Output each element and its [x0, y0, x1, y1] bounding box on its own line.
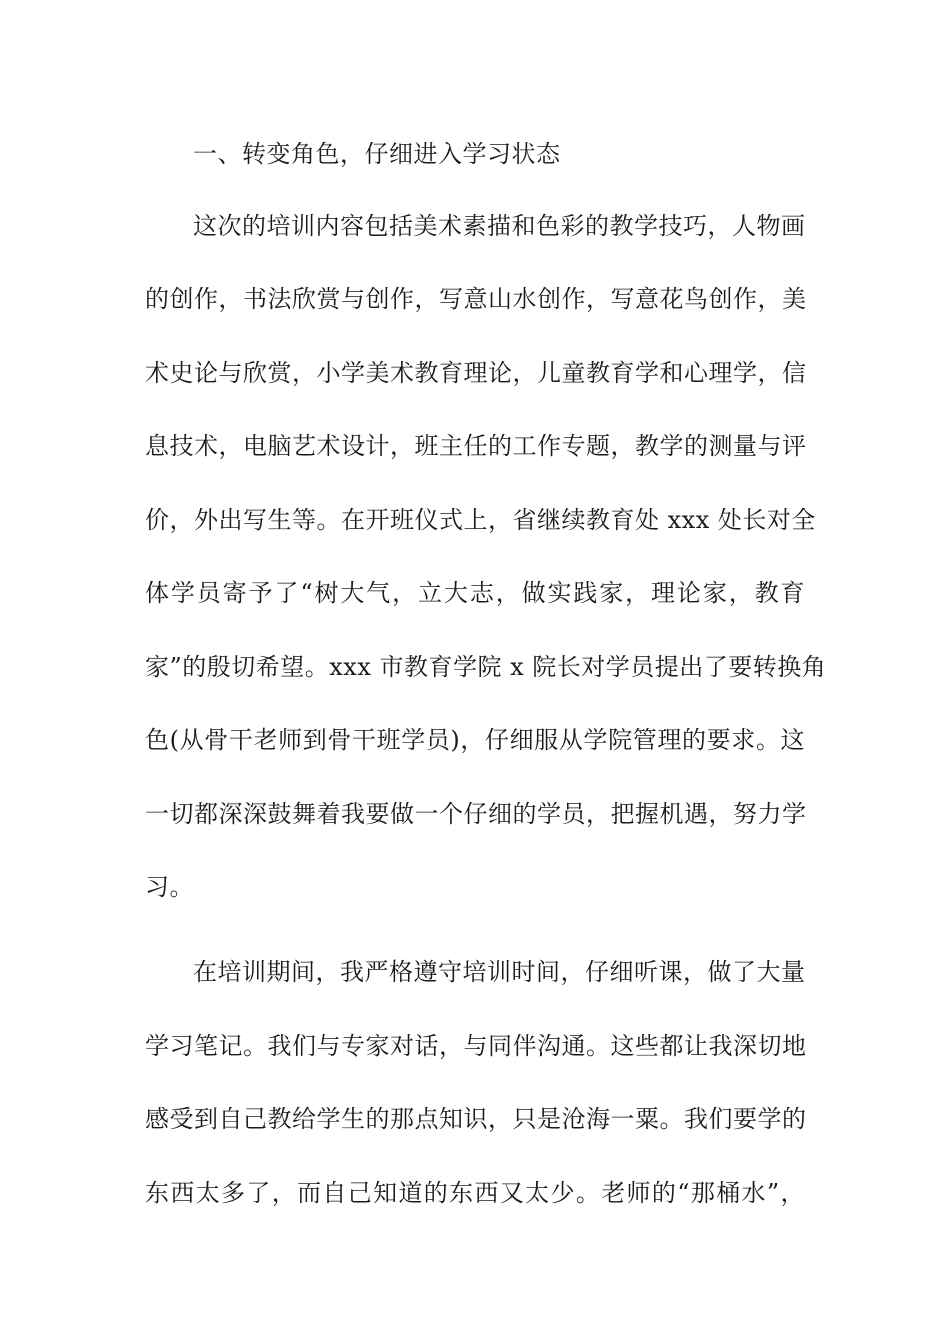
paragraph-1-line-7: 家”的殷切希望。xxx 市教育学院 x 院长对学员提出了要转换角	[145, 653, 827, 681]
paragraph-2-line-1: 在培训期间，我严格遵守培训时间，仔细听课，做了大量	[193, 958, 806, 986]
paragraph-1-line-8: 色(从骨干老师到骨干班学员)，仔细服从学院管理的要求。这	[145, 726, 805, 754]
paragraph-1-line-9: 一切都深深鼓舞着我要做一个仔细的学员，把握机遇，努力学	[145, 800, 807, 828]
paragraph-1-line-10: 习。	[145, 873, 194, 901]
paragraph-1-line-3: 术史论与欣赏，小学美术教育理论，儿童教育学和心理学，信	[145, 359, 807, 387]
paragraph-1-line-4: 息技术，电脑艺术设计，班主任的工作专题，教学的测量与评	[145, 432, 807, 460]
paragraph-2-line-2: 学习笔记。我们与专家对话，与同伴沟通。这些都让我深切地	[145, 1032, 807, 1060]
paragraph-1-line-6: 体学员寄予了“树大气，立大志，做实践家，理论家，教育	[145, 579, 805, 607]
paragraph-2-line-3: 感受到自己教给学生的那点知识，只是沧海一粟。我们要学的	[145, 1105, 807, 1133]
paragraph-1-line-5: 价，外出写生等。在开班仪式上，省继续教育处 xxx 处长对全	[145, 506, 816, 534]
paragraph-2-line-4: 东西太多了，而自己知道的东西又太少。老师的“那桶水”，	[145, 1179, 805, 1207]
paragraph-1-line-2: 的创作，书法欣赏与创作，写意山水创作，写意花鸟创作，美	[145, 285, 807, 313]
section-heading: 一、转变角色，仔细进入学习状态	[193, 140, 561, 168]
paragraph-1-line-1: 这次的培训内容包括美术素描和色彩的教学技巧，人物画	[193, 212, 806, 240]
